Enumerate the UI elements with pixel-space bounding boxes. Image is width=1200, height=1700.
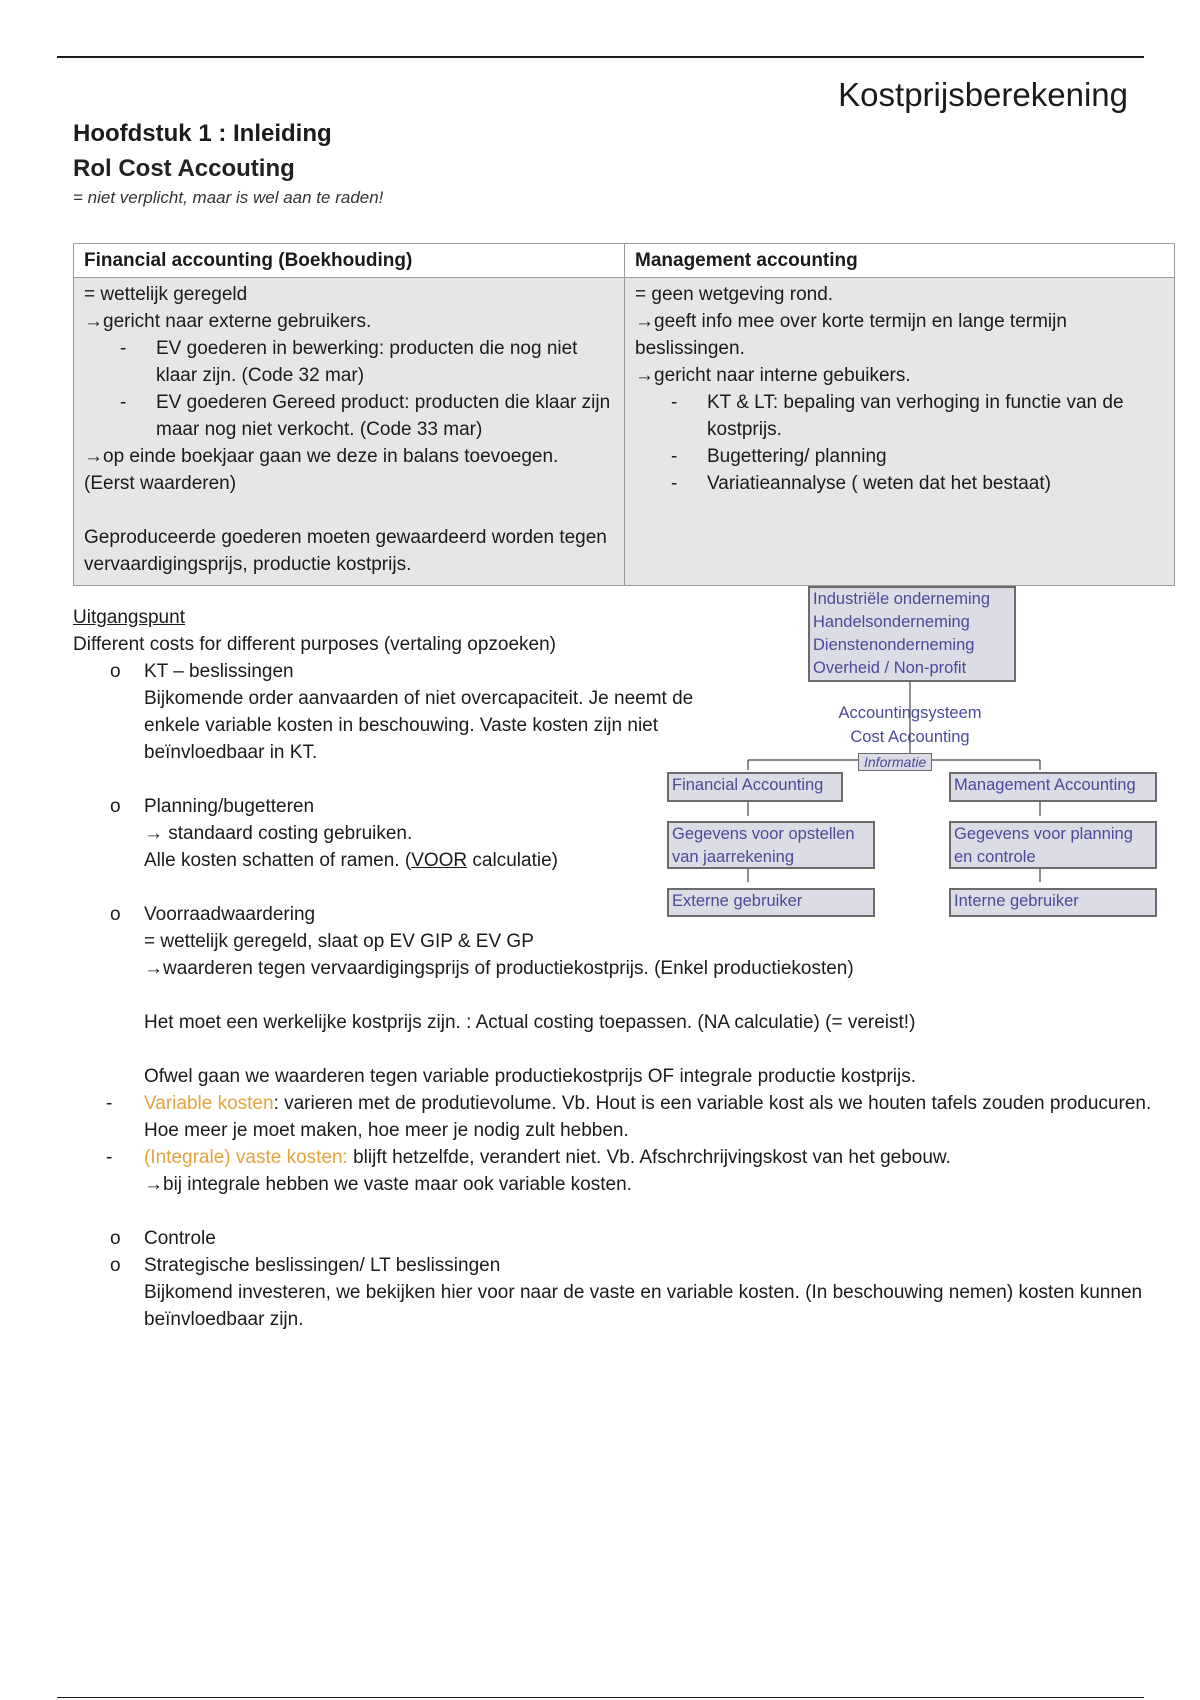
accounting-system-label: Accountingsysteem bbox=[838, 704, 982, 722]
vaste-kosten-label: (Integrale) vaste kosten: bbox=[144, 1147, 348, 1168]
financial-accounting-cell bbox=[74, 278, 625, 586]
planning-line: → standaard costing gebruiken. bbox=[144, 823, 413, 844]
integraal-line: →bij integrale hebben we vaste maar ook variable kosten. bbox=[144, 1174, 632, 1195]
cell-line: = geen wetgeving rond. bbox=[635, 284, 834, 305]
cell-line: →geeft info mee over korte termijn en lange termijn beslissingen. bbox=[635, 311, 1067, 359]
planning-line: Alle kosten schatten of ramen. (VOOR calculatie) bbox=[144, 850, 558, 871]
cell-line: →op einde boekjaar gaan we deze in balans toevoegen. (Eerst waarderen) bbox=[84, 446, 559, 494]
cell-list bbox=[84, 335, 614, 443]
accounting-diagram bbox=[665, 582, 1165, 922]
section-note: = niet verplicht, maar is wel aan te raden! bbox=[73, 188, 384, 207]
document-title: Kostprijsberekening bbox=[838, 76, 1128, 113]
list-item: - Variatieannalyse ( weten dat het bestaat) bbox=[635, 470, 1164, 497]
financial-accounting-box: Financial Accounting bbox=[667, 772, 843, 802]
list-item-vast bbox=[73, 1144, 1153, 1171]
kt-title: KT – beslissingen bbox=[144, 661, 294, 682]
bullet-marker: o bbox=[110, 1228, 121, 1249]
variable-kosten-label: Variable kosten bbox=[144, 1093, 274, 1114]
list-item: - EV goederen in bewerking: producten die nog niet klaar zijn. (Code 32 mar) bbox=[84, 335, 614, 389]
informatie-tag: Informatie bbox=[858, 753, 932, 771]
strat-title: Strategische beslissingen/ LT beslissingen bbox=[144, 1255, 501, 1276]
list-item: - EV goederen Gereed product: producten die klaar zijn maar nog niet verkocht. (Code 33 mar) bbox=[84, 389, 614, 443]
intro-line: Different costs for different purposes (vertaling opzoeken) bbox=[73, 634, 556, 655]
cell-line: = wettelijk geregeld bbox=[84, 284, 248, 305]
external-user-box: Externe gebruiker bbox=[667, 888, 875, 917]
voorraad-line: = wettelijk geregeld, slaat op EV GIP & EV GP bbox=[144, 931, 534, 952]
financial-accounting-header: Financial accounting (Boekhouding) bbox=[74, 244, 625, 278]
bottom-rule bbox=[57, 1697, 1144, 1698]
management-accounting-box: Management Accounting bbox=[949, 772, 1157, 802]
comparison-table bbox=[73, 243, 1175, 586]
cost-accounting-label: Cost Accounting bbox=[850, 728, 970, 746]
dash-marker: - bbox=[106, 1147, 113, 1168]
list-item: - KT & LT: bepaling van verhoging in functie van de kostprijs. bbox=[635, 389, 1164, 443]
voorraad-line: Het moet een werkelijke kostprijs zijn. : Actual costing toepassen. (NA calculatie) (= vereist!) bbox=[144, 1012, 916, 1033]
table-header-row bbox=[74, 244, 1175, 278]
bullet-marker: o bbox=[110, 661, 121, 682]
organization-types-box: Industriële onderneming Handelsonderneming Dienstenonderneming Overheid / Non-profit bbox=[808, 586, 1016, 682]
internal-user-box: Interne gebruiker bbox=[949, 888, 1157, 917]
vaste-kosten-text: blijft hetzelfde, verandert niet. Vb. Afschrchrijvingskost van het gebouw. bbox=[347, 1147, 951, 1168]
annual-accounts-data-box: Gegevens voor opstellen van jaarrekening bbox=[667, 821, 875, 869]
uitgangspunt-heading: Uitgangspunt bbox=[73, 607, 185, 628]
planning-title: Planning/bugetteren bbox=[144, 796, 315, 817]
list-item-strategisch bbox=[73, 1252, 1153, 1279]
bullet-marker: o bbox=[110, 904, 121, 925]
cell-line: →gericht naar externe gebruikers. bbox=[84, 311, 372, 332]
controle-title: Controle bbox=[144, 1228, 216, 1249]
planning-data-box: Gegevens voor planning en controle bbox=[949, 821, 1157, 869]
management-accounting-cell bbox=[625, 278, 1175, 586]
section-subtitle: Rol Cost Accouting bbox=[73, 155, 295, 182]
table-row bbox=[74, 278, 1175, 586]
management-accounting-header: Management accounting bbox=[625, 244, 1175, 278]
list-item-variable bbox=[73, 1090, 1153, 1144]
chapter-heading: Hoofdstuk 1 : Inleiding bbox=[73, 120, 332, 147]
variable-kosten-text: : varieren met de produtievolume. Vb. Hout is een variable kost als we houten tafels zouden producuren. Hoe meer je moet maken, hoe meer je nodig zult hebben. bbox=[144, 1093, 1152, 1141]
top-rule bbox=[57, 56, 1144, 58]
cell-line: →gericht naar interne gebuikers. bbox=[635, 365, 911, 386]
list-item: - Bugettering/ planning bbox=[635, 443, 1164, 470]
dash-marker: - bbox=[106, 1093, 113, 1114]
voorraad-title: Voorraadwaardering bbox=[144, 904, 316, 925]
cell-list bbox=[635, 389, 1164, 497]
cell-line: Geproduceerde goederen moeten gewaardeerd worden tegen vervaardigingsprijs, productie kostprijs. bbox=[84, 527, 607, 575]
bullet-marker: o bbox=[110, 796, 121, 817]
voorraad-line: Ofwel gaan we waarderen tegen variable productiekostprijs OF integrale productie kostprijs. bbox=[144, 1066, 917, 1087]
kt-text: Bijkomende order aanvaarden of niet overcapaciteit. Je neemt de enkele variable kosten in beschouwing. Vaste kosten zijn niet beïnvloedbaar in KT. bbox=[144, 688, 694, 763]
strat-text: Bijkomend investeren, we bekijken hier voor naar de vaste en variable kosten. (In beschouwing nemen) kosten kunnen beïnvloedbaar zijn. bbox=[144, 1282, 1143, 1330]
bullet-marker: o bbox=[110, 1255, 121, 1276]
voorraad-line: →waarderen tegen vervaardigingsprijs of productiekostprijs. (Enkel productiekosten) bbox=[144, 958, 854, 979]
list-item-controle bbox=[73, 1225, 1153, 1252]
